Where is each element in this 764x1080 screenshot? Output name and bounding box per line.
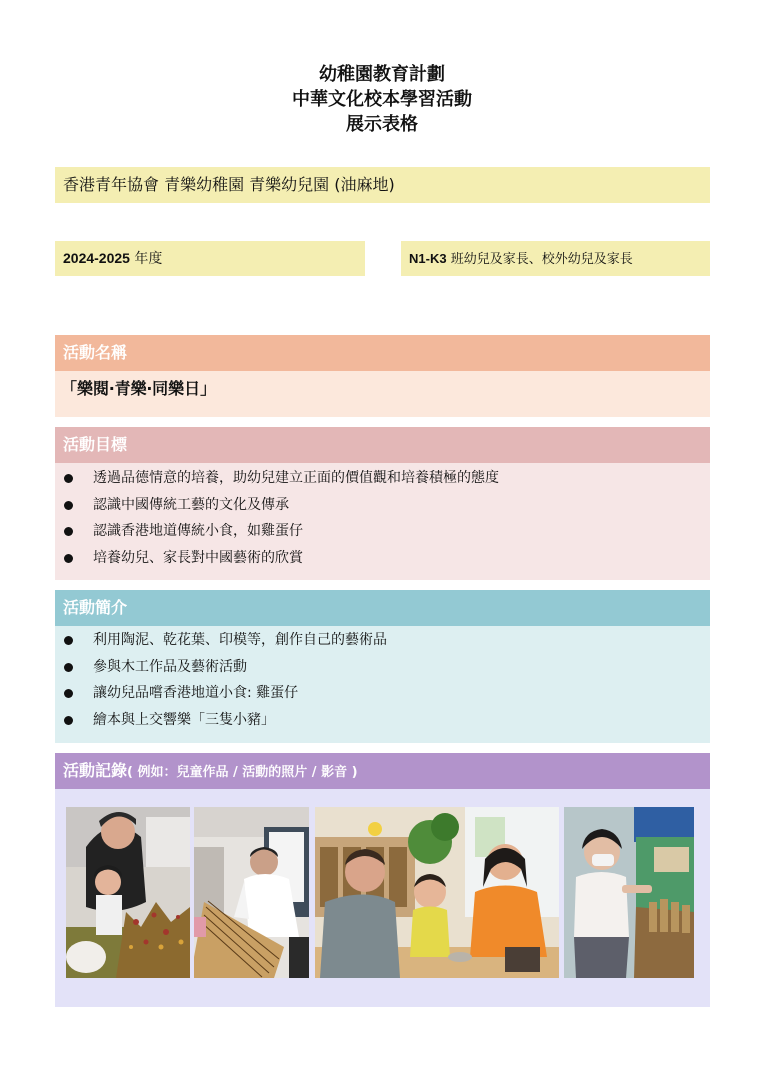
activity-records-header xyxy=(55,753,710,789)
school-year-suffix: 年度 xyxy=(129,251,163,267)
intro-item: 繪本與上交響樂「三隻小豬」 xyxy=(55,707,710,734)
goal-item: 認識中國傳統工藝的文化及傳承 xyxy=(55,492,710,519)
intro-item: 參與木工作品及藝術活動 xyxy=(55,654,710,681)
activity-photo-woodwork xyxy=(564,807,694,978)
target-class-code: N1-K3 xyxy=(409,251,447,266)
intro-item: 讓幼兒品嚐香港地道小食: 雞蛋仔 xyxy=(55,680,710,707)
activity-goals-header xyxy=(55,427,710,463)
activity-goals-panel xyxy=(55,463,710,580)
activity-records-title: 活動記錄 xyxy=(63,761,128,780)
goal-item: 認識香港地道傳統小食，如雞蛋仔 xyxy=(55,518,710,545)
activity-name-title: 活動名稱 xyxy=(63,343,128,362)
school-year-bar xyxy=(55,241,365,276)
activity-name-header xyxy=(55,335,710,371)
target-participants-bar xyxy=(401,241,710,276)
activity-photo-guzheng xyxy=(194,807,309,978)
school-name: 香港青年協會 青樂幼稚園 青樂幼兒園 (油麻地) xyxy=(63,175,395,194)
activity-records-subtitle: ( 例如：兒童作品 / 活動的照片 / 影音 ) xyxy=(127,765,358,780)
activity-intro-header xyxy=(55,590,710,626)
activity-name-value: 「樂閱‧青樂‧同樂日」 xyxy=(61,379,217,398)
activity-intro-panel xyxy=(55,626,710,743)
activity-photo-clay-craft xyxy=(315,807,559,978)
school-year-number: 2024-2025 xyxy=(63,250,130,266)
school-name-bar xyxy=(55,167,710,203)
title-line-2: 中華文化校本學習活動 xyxy=(292,89,472,110)
activity-goals-title: 活動目標 xyxy=(63,435,128,454)
title-line-3: 展示表格 xyxy=(346,114,418,135)
goal-item: 透過品德情意的培養，助幼兒建立正面的價值觀和培養積極的態度 xyxy=(55,465,710,492)
goal-item: 培養幼兒、家長對中國藝術的欣賞 xyxy=(55,545,710,572)
title-line-1: 幼稚園教育計劃 xyxy=(319,64,445,85)
activity-intro-title: 活動簡介 xyxy=(63,598,128,617)
target-participants-text: 班幼兒及家長、校外幼兒及家長 xyxy=(446,252,633,267)
intro-item: 利用陶泥、乾花葉、印模等，創作自己的藝術品 xyxy=(55,627,710,654)
activity-name-panel xyxy=(55,371,710,417)
activity-photo-flower-art xyxy=(66,807,190,978)
